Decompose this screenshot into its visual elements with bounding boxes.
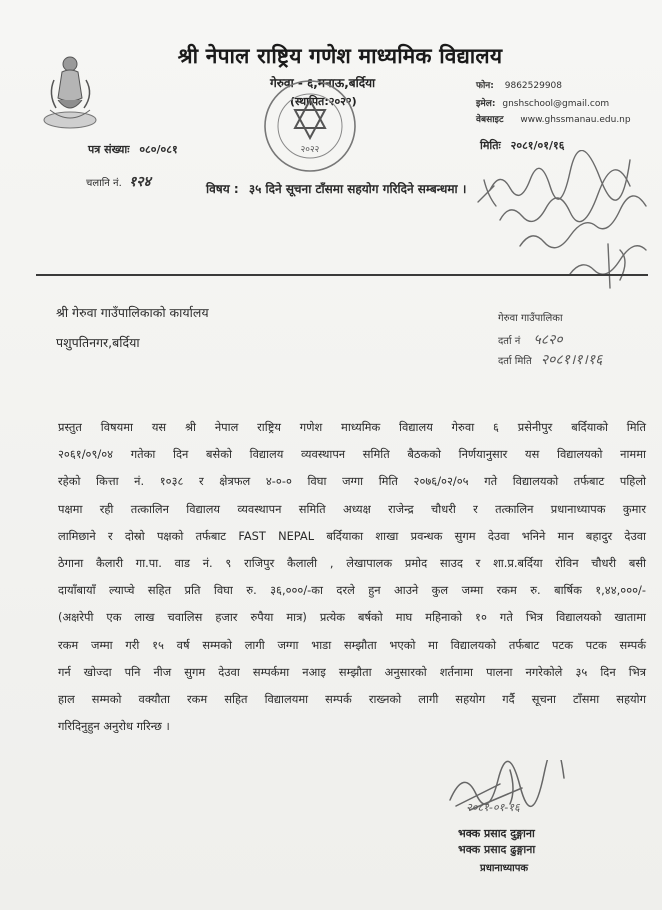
contact-email	[476, 96, 609, 109]
saraswati-logo-icon	[40, 50, 100, 130]
ref-label: पत्र संख्याः	[88, 143, 130, 156]
body-line: (अक्षरेपी एक लाख चवालिस हजार रुपैया मात्र) प्रत्येक बर्षको माघ महिनाको १० गते भित्र विद्यालयको खातामा	[58, 610, 646, 625]
seal-year: २०२२	[300, 145, 320, 155]
email-label: इमेल:	[476, 99, 496, 109]
established-year: (स्थापित:२०२२)	[290, 95, 357, 108]
receipt-stamp	[488, 310, 638, 376]
receipt-number-value: ५८२०	[533, 332, 563, 348]
body-line: २०६१/०९/०४ गतेका दिन बसेको विद्यालय व्यवस्थापन समिति बैठकको निर्णयानुसार यस विद्यालयको नाममा	[58, 447, 646, 462]
body-line: दायाँबायाँ ल्याप्चे सहित प्रति विघा रु. ३६,०००/-का दरले हुन आउने कुल जम्मा रकम रु. बार्षिक १,४४,०००/-	[58, 583, 646, 598]
contact-phone	[476, 78, 562, 91]
website-label: वेबसाइट	[476, 115, 504, 125]
signatory-name-stamp: भक्क प्रसाद ढुङ्गाना	[458, 843, 536, 856]
dispatch-label: चलानि नं.	[86, 178, 122, 189]
recipient-location: पशुपतिनगर,बर्दिया	[56, 335, 140, 350]
body-line: रहेको कित्ता नं. १०३८ र क्षेत्रफल ४-०-० विघा जग्गा मिति २०७६/०२/०५ गते विद्यालयको तर्फबाट पहिलो	[58, 474, 646, 489]
school-name: श्री नेपाल राष्ट्रिय गणेश माध्यमिक विद्यालय	[177, 43, 503, 68]
reference-number	[88, 142, 178, 157]
receipt-date-row	[498, 350, 602, 369]
signatory-title: प्रधानाध्यापक	[480, 863, 529, 874]
phone-value: 9862529908	[504, 81, 563, 91]
receipt-number-label: दर्ता नं	[498, 336, 521, 347]
body-line: लामिछाने र दोस्रो पक्षको तर्फबाट FAST NEPAL बर्दियाका शाखा प्रवन्धक सुगम देउवा भनिने मान बहादुर देउवा	[58, 528, 646, 543]
receipt-number-row	[498, 330, 563, 349]
dispatch-number	[86, 172, 151, 191]
subject-line	[206, 180, 466, 197]
date-value: २०८१/०१/१६	[510, 139, 565, 152]
signatory-name: भक्क प्रसाद दुङ्गाना	[458, 827, 535, 840]
ref-value: ०८०/०८१	[139, 143, 178, 156]
email-value: gnshschool@gmail.com	[502, 99, 610, 109]
subject-text: ३५ दिने सूचना टाँसमा सहयोग गरिदिने सम्बन्धमा ।	[248, 182, 467, 196]
school-seal-icon	[262, 78, 358, 174]
body-line: हाल सम्मको वक्यौता रकम सहित विद्यालयमा सम्पर्क राख्नको लागी सहयोग गर्दै सूचना टाँसमा सहयोग	[58, 692, 646, 707]
date-label: मितिः	[480, 139, 501, 152]
receipt-office: गेरुवा गाउँपालिका	[498, 313, 563, 324]
header-divider	[36, 274, 648, 276]
phone-label: फोन:	[476, 81, 494, 91]
signature-date: २०८१-०१-१६	[466, 801, 520, 814]
body-line: रकम जम्मा गरी १५ वर्ष सम्मको लागी जग्गा भाडा सम्झौता भएको मा विद्यालयको तर्फबाट पटक पटक सम्पर्क	[58, 637, 646, 652]
contact-website	[476, 112, 631, 125]
website-value: www.ghssmanau.edu.np	[520, 115, 631, 125]
body-line: पक्षमा रही तत्कालिन विद्यालय व्यवस्थापन समिति अध्यक्ष राजेन्द्र चौधरी र तत्कालिन प्रधानाध्यापक कुमार	[58, 501, 646, 516]
dispatch-value: १२४	[128, 174, 151, 190]
letter-body	[58, 414, 646, 740]
handwritten-annotation-icon	[470, 150, 660, 290]
school-address: गेरुवा - ६,मनाऊ,बर्दिया	[270, 76, 376, 90]
subject-label: विषय :	[206, 182, 239, 196]
receipt-date-value: २०८१।१।१६	[540, 352, 603, 368]
receipt-date-label: दर्ता मिति	[498, 356, 532, 367]
body-line: ठेगाना कैलारी गा.पा. वाड नं. ९ राजिपुर कैलाली , लेखापालक प्रमोद साउद र शा.प्र.बर्दिया रोविन चौधरी बसी	[58, 556, 646, 571]
recipient-office: श्री गेरुवा गाउँपालिकाको कार्यालय	[56, 305, 209, 320]
body-line: गरिदिनुहुन अनुरोध गरिन्छ ।	[58, 719, 170, 734]
body-line: गर्न खोज्दा पनि नीज सुगम देउवा सम्पर्कमा नआइ सम्झौता अनुसारको शर्तनामा पालना नगरेकोले ३५ दिन भित्र	[58, 664, 646, 679]
body-line: प्रस्तुत विषयमा यस श्री नेपाल राष्ट्रिय गणेश माध्यमिक विद्यालय गेरुवा ६ प्रसेनीपुर बर्दियाको मिति	[58, 420, 646, 434]
